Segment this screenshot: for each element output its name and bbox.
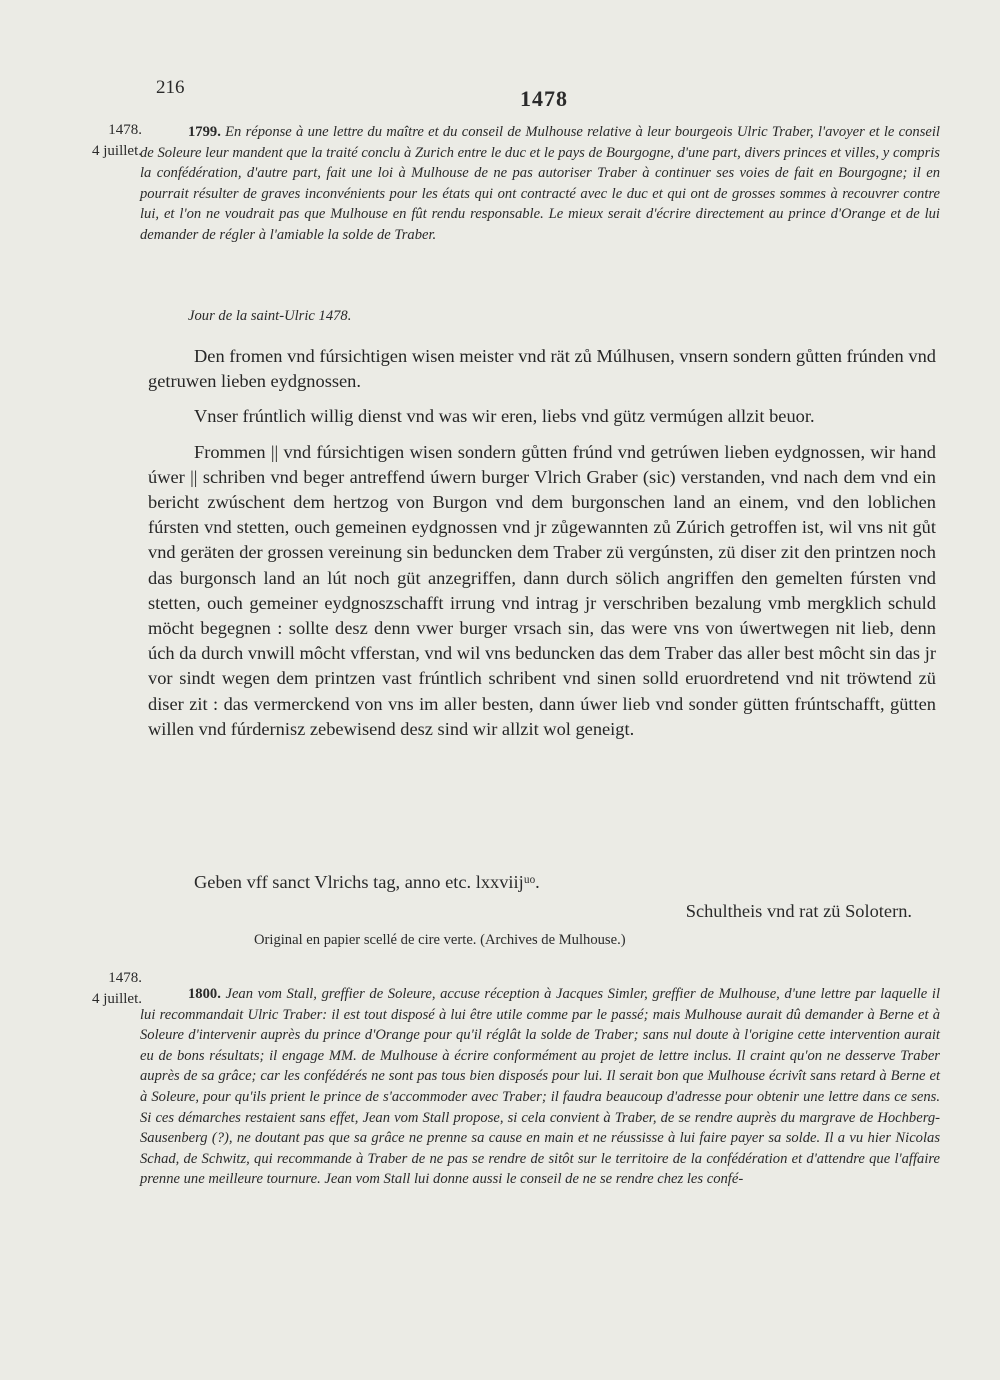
margin-date-day: 4 juillet. bbox=[92, 991, 142, 1007]
entry-1800-margin-date bbox=[72, 968, 142, 1010]
letter-body: Frommen || vnd fúrsichtigen wisen sondern gůtten frúnd vnd getrúwen lieben eydgnossen, wir hand úwer || schriben vnd beger antreffend úwern burger Vlrich Graber (sic) verstanden, vnd nach dem vnd ein bericht zwúschent dem hertzog von Burgon vnd dem burgonschen land an einem, vnd den loblichen fúrsten vnd stetten, ouch gemeinen eydgnossen vnd jr zůgewannten zů Zúrich getroffen ist, wil vns nit gůt vnd geräten der grossen vereinung sin beduncken dem Traber zü vergúnsten, zü diser zit den printzen noch das burgonsch land an lút noch güt anzegriffen, dann durch sölich angriffen den gemelten fúrsten vnd stetten, ouch gemeiner eydgnoszschafft irrung vnd intrag jr verschriben bezalung vmb mergklich schuld möcht begegnen : sollte desz denn vwer burger vrsach sin, das were vns von úwertwegen nit lieb, denn úch da durch vnwill môcht vfferstan, vnd wil vns beduncken das dem Traber das aller best môcht sin das jr vor sindt wegen dem printzen vast frúntlich schribent vnd sinen solld eruordretend vnd nit tröwtend zü diser zit : das vermerckend von vns im aller besten, dann úwer lieb vnd sonder gütten frúntschafft, gütten willen vnd fúrdernisz zebewisend desz sind wir allzit wol geneigt. bbox=[148, 441, 936, 739]
entry-1799-margin-date bbox=[72, 120, 142, 162]
summary-text: Jean vom Stall, greffier de Soleure, accuse réception à Jacques Simler, greffier de Mulhouse, d'une lettre par laquelle il lui recommandait Ulric Traber: il est tout disposé à lui être utile comme par le passé; mais Mulhouse aurait dû demander à Berne et à Soleure d'intervenir auprès du prince d'Orange pour qu'il réglât la solde de Traber; sans nul doute à l'origine cette intervention aurait eu de bons résultats; il engage MM. de Mulhouse à écrire conformément au projet de lettre inclus. Il craint qu'on ne desserve Traber auprès de sa grâce; car les confédérés ne sont pas tous bien disposés pour lui. Il serait bon que Mulhouse écrivît sans retard à Berne et à Soleure, pour qu'ils prient le prince de s'accommoder avec Traber; il faudra beaucoup d'adresse pour obtenir une lettre dans ce sens. Si ces démarches restaient sans effet, Jean vom Stall propose, si cela convient à Traber, de se rendre auprès du margrave de Hochberg-Sausenberg (?), ne doutant pas que sa grâce ne prenne sa cause en main et ne réussisse à lui faire payer sa solde. Il a vu hier Nicolas Schad, de Schwitz, qui recommande à Traber de ne pas se rendre de sitôt sur le territoire de la confédération et d'attendre que l'affaire prenne une meilleure tournure. Jean vom Stall lui donne aussi le conseil de ne se rendre chez les confé- bbox=[140, 986, 941, 1188]
entry-number: 1800. bbox=[188, 986, 221, 1002]
source-note: Original en papier scellé de cire verte. (Archives de Mulhouse.) bbox=[254, 932, 626, 948]
letter-signature: Schultheis vnd rat zü Solotern. bbox=[685, 901, 912, 921]
letter-greeting: Vnser frúntlich willig dienst vnd was wir eren, liebs vnd gütz vermúgen allzit beuor. bbox=[194, 406, 815, 427]
entry-1799-letter bbox=[148, 344, 936, 742]
entry-1799-dated: Jour de la saint-Ulric 1478. bbox=[188, 308, 352, 324]
entry-number: 1799. bbox=[188, 124, 221, 140]
letter-address: Den fromen vnd fúrsichtigen wisen meister vnd rät zů Múlhusen, vnsern sondern gůtten frúnden vnd getruwen lieben eydgnossen. bbox=[148, 346, 936, 392]
summary-text: En réponse à une lettre du maître et du conseil de Mulhouse relative à leur bourgeois Ulric Traber, l'avoyer et le conseil de Soleure leur mandent que la traité conclu à Zurich entre le duc et le pays de Bourgogne, d'une part, divers princes et villes, y compris la confédération, d'autre part, fait une loi à Mulhouse de ne pas autoriser Traber à continuer ses voies de fait en Bourgogne; il en pourrait résulter de graves inconvénients pour les états qui ont contracté avec le duc et qui ont de grosses sommes à recouvrer contre lui, et l'on ne voudrait pas que Mulhouse en fût rendu responsable. Le mieux serait d'écrire directement au prince d'Orange et de lui demander de régler à l'amiable la solde de Traber. bbox=[140, 124, 940, 243]
margin-date-year: 1478. bbox=[108, 970, 142, 986]
entry-1800-summary bbox=[140, 984, 940, 1190]
margin-date-day: 4 juillet. bbox=[92, 143, 142, 159]
margin-date-year: 1478. bbox=[108, 122, 142, 138]
entry-1799-summary bbox=[140, 122, 940, 246]
running-head-year: 1478 bbox=[520, 86, 568, 111]
page-number: 216 bbox=[156, 77, 185, 98]
letter-closing: Geben vff sanct Vlrichs tag, anno etc. lxxviijᵘᵒ. bbox=[194, 872, 540, 892]
